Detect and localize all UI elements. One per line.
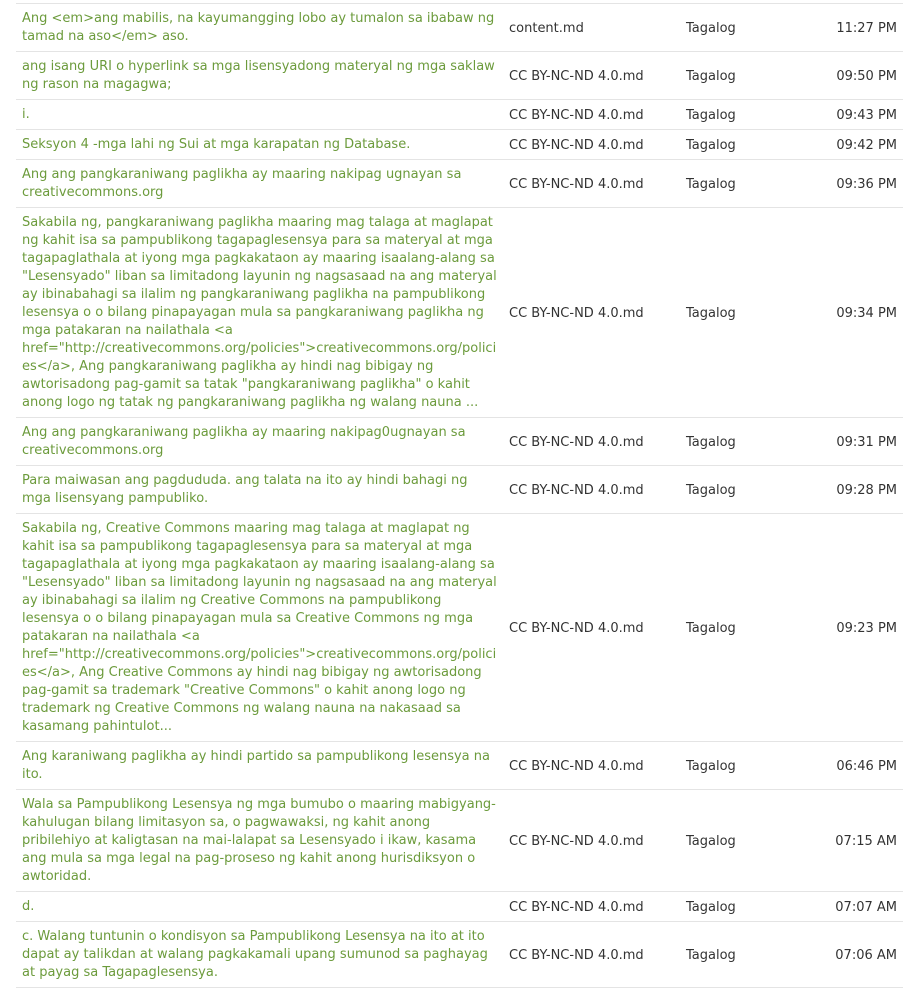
language: Tagalog — [686, 20, 736, 36]
table-row — [16, 52, 903, 100]
translation-link[interactable]: i. — [22, 107, 30, 122]
file-name: CC BY-NC-ND 4.0.md — [509, 107, 644, 123]
table-row — [16, 208, 903, 418]
translation-text-cell — [16, 10, 503, 46]
file-name: CC BY-NC-ND 4.0.md — [509, 758, 644, 774]
translation-link[interactable]: Seksyon 4 -mga lahi ng Sui at mga karapatan ng Database. — [22, 137, 411, 152]
language: Tagalog — [686, 434, 736, 450]
translation-link[interactable]: Ang ang pangkaraniwang paglikha ay maaring nakipag ugnayan sa creativecommons.org — [22, 167, 462, 200]
timestamp: 09:43 PM — [836, 107, 897, 123]
translation-text-cell — [16, 898, 503, 916]
language: Tagalog — [686, 833, 736, 849]
language: Tagalog — [686, 482, 736, 498]
timestamp: 09:34 PM — [836, 305, 897, 321]
translation-text-cell — [16, 928, 503, 982]
translation-text-cell — [16, 472, 503, 508]
language: Tagalog — [686, 305, 736, 321]
timestamp: 06:46 PM — [836, 758, 897, 774]
timestamp: 11:27 PM — [836, 20, 897, 36]
timestamp: 09:42 PM — [836, 137, 897, 153]
translation-text-cell — [16, 106, 503, 124]
translation-text-cell — [16, 796, 503, 886]
translation-link[interactable]: c. Walang tuntunin o kondisyon sa Pampublikong Lesensya na ito at ito dapat ay talikdan at walang pagkakamali upang sumunod sa paghayag at payag sa Tagapaglesensya. — [22, 929, 488, 980]
table-row — [16, 160, 903, 208]
language: Tagalog — [686, 899, 736, 915]
translation-text-cell — [16, 214, 503, 412]
timestamp: 07:06 AM — [835, 947, 897, 963]
file-name: CC BY-NC-ND 4.0.md — [509, 305, 644, 321]
translation-link[interactable]: Ang <em>ang mabilis, na kayumangging lobo ay tumalon sa ibabaw ng tamad na aso</em> aso. — [22, 11, 495, 44]
language: Tagalog — [686, 947, 736, 963]
file-name: CC BY-NC-ND 4.0.md — [509, 620, 644, 636]
file-name: CC BY-NC-ND 4.0.md — [509, 434, 644, 450]
language: Tagalog — [686, 620, 736, 636]
file-name: CC BY-NC-ND 4.0.md — [509, 137, 644, 153]
table-row — [16, 130, 903, 160]
table-row — [16, 922, 903, 988]
file-name: CC BY-NC-ND 4.0.md — [509, 68, 644, 84]
translation-text-cell — [16, 424, 503, 460]
timestamp: 09:23 PM — [836, 620, 897, 636]
table-row — [16, 4, 903, 52]
translation-link[interactable]: Sakabila ng, pangkaraniwang paglikha maaring mag talaga at maglapat ng kahit isa sa pampublikong tagapaglesensya para sa materyal at mga tagapaglathala at iyong mga pagkakataon ay maaring isaalang-alang sa "Lesensyado" liban sa limitadong layunin ng nagsasaad na ang materyal ay ibinabahagi sa ilalim ng pangkaraniwang paglikha na pampublikong lesensya o o bilang pinapayagan mula sa pangkaraniwang paglikha ng mga patakaran na nailathala <a href="http://creativecommons.org/policies">creativecommons.org/policies</a>, Ang pangkaraniwang paglikha ay hindi nag bibigay ng awtorisadong pag-gamit sa tatak "pangkaraniwang paglikha" o kahit anong logo ng tatak ng pangkaraniwang paglikha ng walang nauna ... — [22, 215, 497, 410]
translation-link[interactable]: ang isang URI o hyperlink sa mga lisensyadong materyal ng mga saklaw ng rason na magagwa; — [22, 59, 495, 92]
file-name: CC BY-NC-ND 4.0.md — [509, 947, 644, 963]
file-name: content.md — [509, 20, 584, 36]
timestamp: 07:07 AM — [835, 899, 897, 915]
translation-link[interactable]: Sakabila ng, Creative Commons maaring mag talaga at maglapat ng kahit isa sa pampublikong tagapaglesensya para sa materyal at mga tagapaglathala at iyong mga pagkakataon ay maaring isaalang-alang sa "Lesensyado" liban sa limitadong layunin ng nagsasaad na ang materyal ay ibinabahagi sa ilalim ng Creative Commons na pampublikong lesensya o o bilang pinapayagan mula sa Creative Commons ng mga patakaran na nailathala <a href="http://creativecommons.org/policies">creativecommons.org/policies</a>, Ang Creative Commons ay hindi nag bibigay ng awtorisadong pag-gamit sa trademark "Creative Commons" o kahit anong logo ng trademark ng Creative Commons ng walang nauna na nakasaad sa kasamang pahintulot... — [22, 521, 497, 734]
file-name: CC BY-NC-ND 4.0.md — [509, 899, 644, 915]
file-name: CC BY-NC-ND 4.0.md — [509, 482, 644, 498]
translation-text-cell — [16, 136, 503, 154]
translation-text-cell — [16, 748, 503, 784]
translation-text-cell — [16, 58, 503, 94]
table-row — [16, 100, 903, 130]
file-name: CC BY-NC-ND 4.0.md — [509, 833, 644, 849]
table-row — [16, 742, 903, 790]
translation-link[interactable]: Para maiwasan ang pagdududa. ang talata na ito ay hindi bahagi ng mga lisensyang pampubliko. — [22, 473, 468, 506]
language: Tagalog — [686, 68, 736, 84]
timestamp: 09:36 PM — [836, 176, 897, 192]
language: Tagalog — [686, 107, 736, 123]
timestamp: 09:50 PM — [836, 68, 897, 84]
timestamp: 09:28 PM — [836, 482, 897, 498]
translation-text-cell — [16, 166, 503, 202]
table-row — [16, 418, 903, 466]
translation-link[interactable]: Wala sa Pampublikong Lesensya ng mga bumubo o maaring mabigyang-kahulugan bilang limitasyon sa, o pagwawaksi, ng kahit anong pribilehiyo at kaligtasan na mai-lalapat sa Lesensyado i ikaw, kasama ang mula sa mga legal na pag-proseso ng kahit anong hurisdiksyon o awtoridad. — [22, 797, 496, 884]
language: Tagalog — [686, 137, 736, 153]
table-row — [16, 790, 903, 892]
file-name: CC BY-NC-ND 4.0.md — [509, 176, 644, 192]
translation-link[interactable]: Ang karaniwang paglikha ay hindi partido sa pampublikong lesensya na ito. — [22, 749, 490, 782]
table-row — [16, 466, 903, 514]
timestamp: 09:31 PM — [836, 434, 897, 450]
language: Tagalog — [686, 176, 736, 192]
translation-link[interactable]: Ang ang pangkaraniwang paglikha ay maaring nakipag0ugnayan sa creativecommons.org — [22, 425, 466, 458]
language: Tagalog — [686, 758, 736, 774]
translation-text-cell — [16, 520, 503, 736]
table-row — [16, 514, 903, 742]
translation-link[interactable]: d. — [22, 899, 35, 914]
translations-table — [16, 3, 903, 988]
table-row — [16, 892, 903, 922]
timestamp: 07:15 AM — [835, 833, 897, 849]
